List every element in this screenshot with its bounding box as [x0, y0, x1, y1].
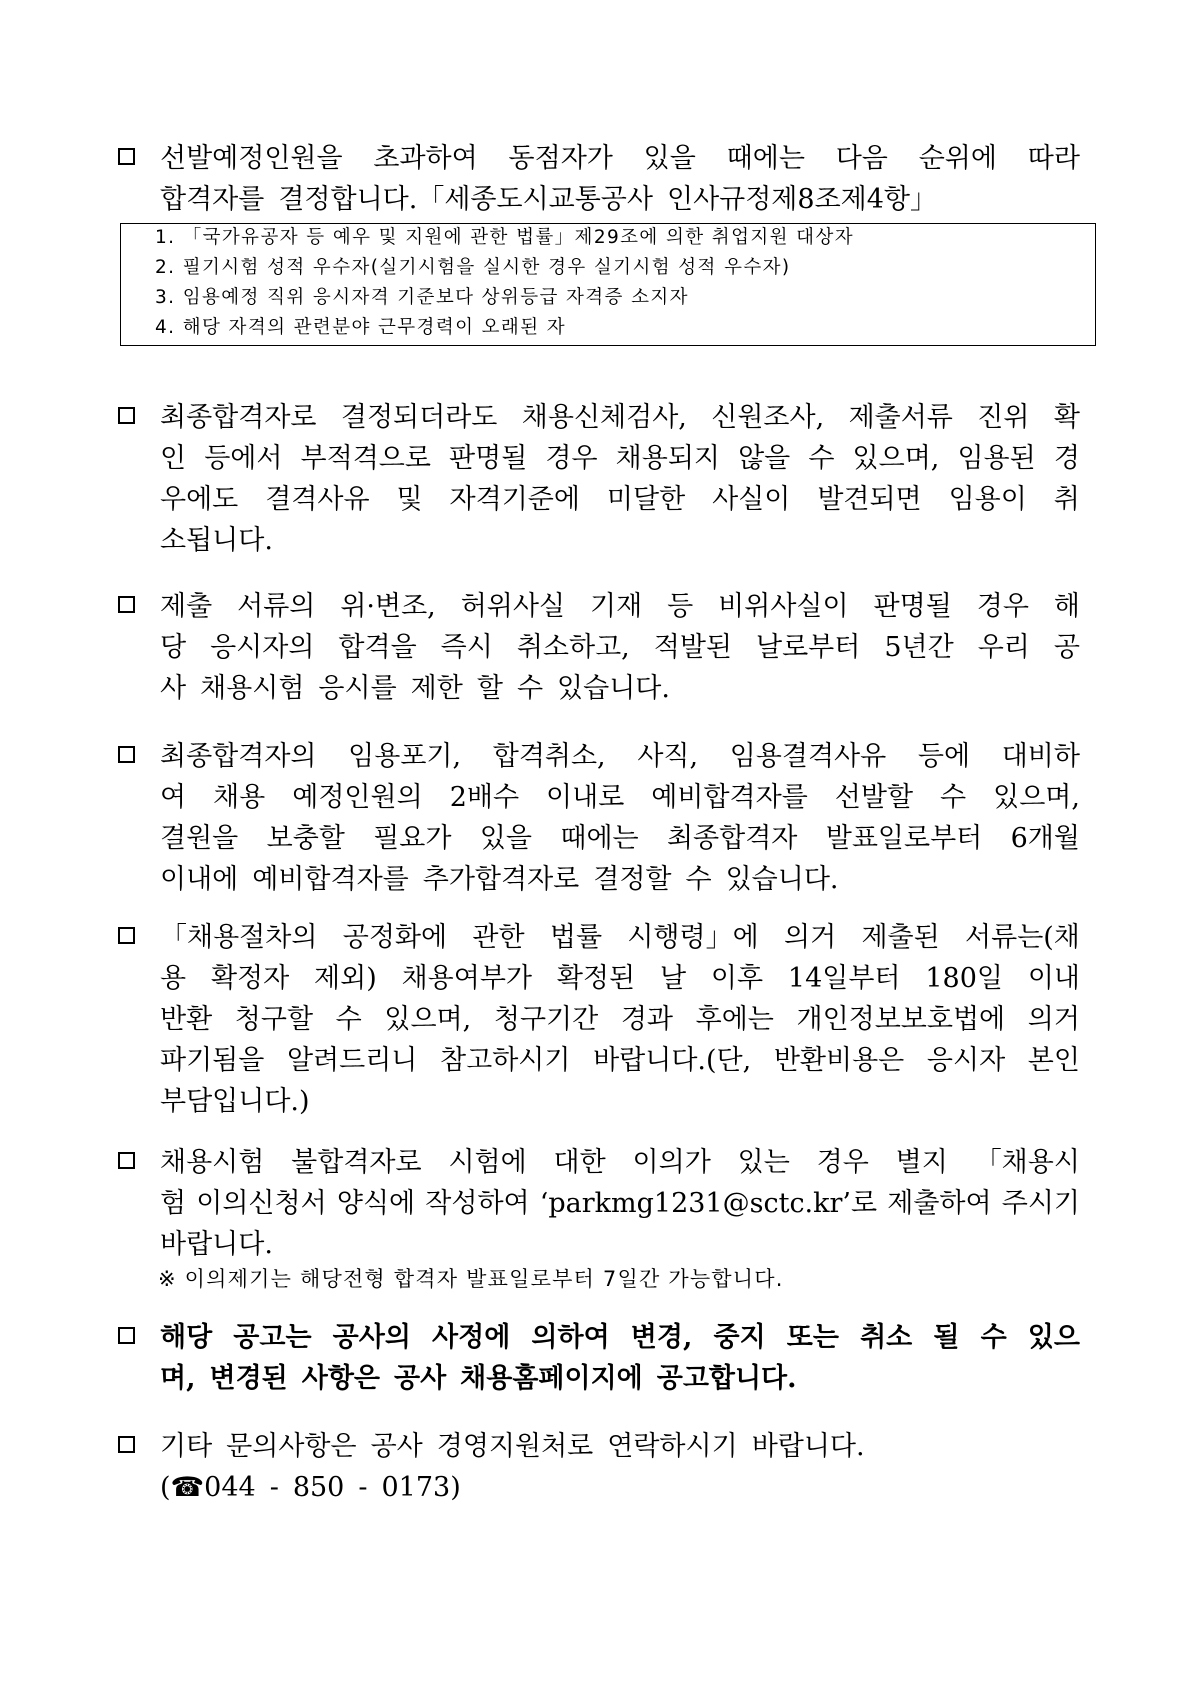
checkbox-bullet	[118, 148, 135, 165]
section-line: 합격자를 결정합니다.「세종도시교통공사 인사규정제8조제4항」	[160, 184, 937, 215]
section-line: 반환 청구할 수 있으며, 청구기간 경과 후에는 개인정보보호법에 의거	[160, 1004, 1080, 1035]
section-line: 험 이의신청서 양식에 작성하여 ‘parkmg1231@sctc.kr’로 제출하여 주시기	[160, 1188, 1080, 1219]
checkbox-bullet	[118, 746, 135, 763]
section-line: 며, 변경된 사항은 공사 채용홈페이지에 공고합니다.	[160, 1363, 797, 1394]
section-line: 채용시험 불합격자로 시험에 대한 이의가 있는 경우 별지 「채용시	[160, 1147, 1080, 1178]
section-line: 제출 서류의 위·변조, 허위사실 기재 등 비위사실이 판명될 경우 해	[160, 591, 1080, 622]
section-line: 당 응시자의 합격을 즉시 취소하고, 적발된 날로부터 5년간 우리 공	[160, 632, 1080, 663]
section-line: 여 채용 예정인원의 2배수 이내로 예비합격자를 선발할 수 있으며,	[160, 782, 1080, 813]
tie-break-criteria-box	[120, 223, 1096, 346]
checkbox-bullet	[118, 1327, 135, 1344]
section-line: 소됩니다.	[160, 525, 273, 556]
checkbox-bullet	[118, 1436, 135, 1453]
section-line: 부담입니다.)	[160, 1086, 310, 1117]
section-line: 결원을 보충할 필요가 있을 때에는 최종합격자 발표일로부터 6개월	[160, 823, 1080, 854]
objection-note: ※ 이의제기는 해당전형 합격자 발표일로부터 7일간 가능합니다.	[158, 1267, 784, 1291]
criteria-item: 2. 필기시험 성적 우수자(실기시험을 실시한 경우 실기시험 성적 우수자)	[155, 257, 791, 278]
section-line: 인 등에서 부적격으로 판명될 경우 채용되지 않을 수 있으며, 임용된 경	[160, 443, 1080, 474]
section-line: 최종합격자로 결정되더라도 채용신체검사, 신원조사, 제출서류 진위 확	[160, 402, 1080, 433]
section-line: 기타 문의사항은 공사 경영지원처로 연락하시기 바랍니다.	[160, 1431, 865, 1462]
section-line: 용 확정자 제외) 채용여부가 확정된 날 이후 14일부터 180일 이내	[160, 963, 1080, 994]
section-line: 「채용절차의 공정화에 관한 법률 시행령」에 의거 제출된 서류는(채	[160, 922, 1080, 953]
section-line: 최종합격자의 임용포기, 합격취소, 사직, 임용결격사유 등에 대비하	[160, 741, 1080, 772]
section-line: 선발예정인원을 초과하여 동점자가 있을 때에는 다음 순위에 따라	[160, 143, 1080, 174]
criteria-item: 4. 해당 자격의 관련분야 근무경력이 오래된 자	[155, 317, 567, 338]
section-line: 사 채용시험 응시를 제한 할 수 있습니다.	[160, 673, 670, 704]
checkbox-bullet	[118, 927, 135, 944]
checkbox-bullet	[118, 407, 135, 424]
section-line: 바랍니다.	[160, 1229, 273, 1260]
section-line: 파기됨을 알려드리니 참고하시기 바랍니다.(단, 반환비용은 응시자 본인	[160, 1045, 1080, 1076]
checkbox-bullet	[118, 596, 135, 613]
section-line: 해당 공고는 공사의 사정에 의하여 변경, 중지 또는 취소 될 수 있으	[160, 1322, 1080, 1353]
criteria-item: 3. 임용예정 직위 응시자격 기준보다 상위등급 자격증 소지자	[155, 287, 689, 308]
criteria-item: 1. 「국가유공자 등 예우 및 지원에 관한 법률」제29조에 의한 취업지원 대상자	[155, 227, 854, 248]
section-line: 우에도 결격사유 및 자격기준에 미달한 사실이 발견되면 임용이 취	[160, 484, 1080, 515]
contact-phone: (☎044 - 850 - 0173)	[160, 1472, 461, 1503]
checkbox-bullet	[118, 1152, 135, 1169]
section-line: 이내에 예비합격자를 추가합격자로 결정할 수 있습니다.	[160, 864, 839, 895]
